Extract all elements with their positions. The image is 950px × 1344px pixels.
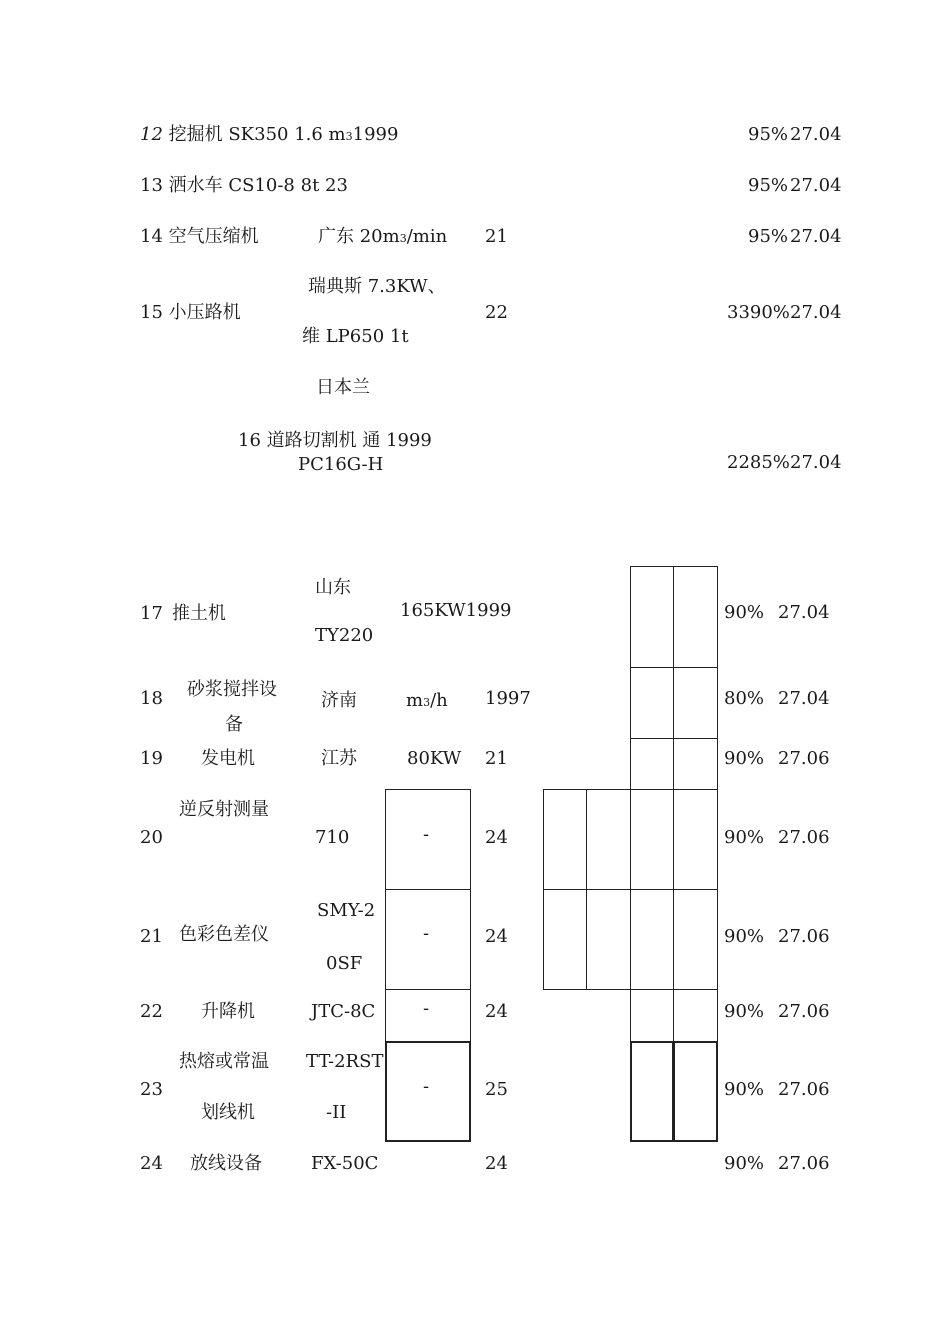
row-19-number: 19 xyxy=(140,748,163,769)
row-22-year: 24 xyxy=(485,1001,508,1022)
row-13-value: 27.04 xyxy=(790,175,842,196)
row-22-value: 27.06 xyxy=(778,1001,830,1022)
row-22-number: 22 xyxy=(140,1001,163,1022)
row-20-year: 24 xyxy=(485,827,508,848)
row-16-percent: 2285% xyxy=(727,452,790,473)
grid-cell xyxy=(630,989,674,1042)
row-23-model-line1: TT-2RST xyxy=(306,1051,384,1072)
row-16-value: 27.04 xyxy=(790,452,842,473)
row-13-desc: 13 洒水车 CS10-8 8t 23 xyxy=(140,175,348,196)
row-15-value: 27.04 xyxy=(790,302,842,323)
row-19-maker: 江苏 xyxy=(321,748,357,769)
row-23-number: 23 xyxy=(140,1079,163,1100)
row-15-spec-line2: 维 LP650 1t xyxy=(302,326,409,347)
row-14-value: 27.04 xyxy=(790,226,842,247)
row-16-line1: 16 道路切割机 通 1999 xyxy=(238,430,432,451)
row-22-percent: 90% xyxy=(724,1001,765,1022)
row-19-name: 发电机 xyxy=(201,748,255,769)
grid-cell xyxy=(673,1041,718,1142)
row-19-percent: 90% xyxy=(724,748,765,769)
row-21-spec: - xyxy=(423,923,430,944)
row-20-name: 逆反射测量 xyxy=(179,799,269,820)
row-17-maker-line1: 山东 xyxy=(315,577,351,598)
grid-cell xyxy=(673,789,718,890)
row-20-percent: 90% xyxy=(724,827,765,848)
row-18-maker: 济南 xyxy=(321,690,357,711)
row-13-percent: 95% xyxy=(748,175,789,196)
row-18-number: 18 xyxy=(140,688,163,709)
row-12-percent: 95% xyxy=(748,124,789,145)
row-18-name-line1: 砂浆搅拌设 xyxy=(187,679,277,700)
row-18-year: 1997 xyxy=(485,688,531,709)
grid-cell xyxy=(673,989,718,1042)
row-22-model: JTC-8C xyxy=(311,1001,376,1022)
row-16-line2: PC16G-H xyxy=(298,454,384,475)
row-15-percent: 3390% xyxy=(727,302,790,323)
row-21-year: 24 xyxy=(485,926,508,947)
row-16-maker-prefix: 日本兰 xyxy=(316,377,370,398)
row-24-percent: 90% xyxy=(724,1153,765,1174)
row-19-spec: 80KW xyxy=(407,748,462,769)
row-17-maker-line2: TY220 xyxy=(315,625,374,646)
row-17-value: 27.04 xyxy=(778,602,830,623)
row-20-spec: - xyxy=(423,824,430,845)
grid-cell xyxy=(586,789,631,890)
row-14-spec: 广东 20m3/min xyxy=(318,226,448,247)
row-23-name-line2: 划线机 xyxy=(201,1102,255,1123)
row-23-spec: - xyxy=(423,1076,430,1097)
row-20-value: 27.06 xyxy=(778,827,830,848)
row-21-model-line2: 0SF xyxy=(326,953,363,974)
grid-cell xyxy=(543,889,587,990)
row-14-percent: 95% xyxy=(748,226,789,247)
row-21-number: 21 xyxy=(140,926,163,947)
row-21-model-line1: SMY-2 xyxy=(317,900,376,921)
grid-cell xyxy=(630,889,674,990)
grid-cell xyxy=(673,566,718,668)
row-21-percent: 90% xyxy=(724,926,765,947)
row-18-value: 27.04 xyxy=(778,688,830,709)
grid-cell xyxy=(586,889,631,990)
row-24-name: 放线设备 xyxy=(190,1153,262,1174)
row-24-year: 24 xyxy=(485,1153,508,1174)
row-22-spec: - xyxy=(423,998,430,1019)
row-12-value: 27.04 xyxy=(790,124,842,145)
row-23-name-line1: 热熔或常温 xyxy=(179,1051,269,1072)
row-19-value: 27.06 xyxy=(778,748,830,769)
row-18-spec: m3/h xyxy=(406,690,448,711)
grid-cell xyxy=(630,566,674,668)
row-14-year: 21 xyxy=(485,226,508,247)
row-18-name-line2: 备 xyxy=(225,714,243,735)
row-15-spec-line1: 瑞典斯 7.3KW、 xyxy=(308,276,446,297)
grid-cell xyxy=(630,1041,674,1142)
grid-cell xyxy=(543,789,587,890)
row-19-year: 21 xyxy=(485,748,508,769)
row-21-value: 27.06 xyxy=(778,926,830,947)
row-23-percent: 90% xyxy=(724,1079,765,1100)
row-17-percent: 90% xyxy=(724,602,765,623)
grid-cell xyxy=(673,889,718,990)
row-24-model: FX-50C xyxy=(311,1153,379,1174)
row-20-model: 710 xyxy=(315,827,350,848)
row-23-value: 27.06 xyxy=(778,1079,830,1100)
row-24-value: 27.06 xyxy=(778,1153,830,1174)
row-17-number: 17 xyxy=(140,603,163,624)
row-12-number: 12 xyxy=(140,124,163,145)
row-24-number: 24 xyxy=(140,1153,163,1174)
row-18-percent: 80% xyxy=(724,688,765,709)
grid-cell xyxy=(673,667,718,739)
grid-cell xyxy=(630,789,674,890)
row-15-name: 15 小压路机 xyxy=(140,302,241,323)
row-14-name: 14 空气压缩机 xyxy=(140,226,259,247)
row-12-desc: 12 挖掘机 SK350 1.6 m31999 xyxy=(140,124,399,145)
row-17-spec: 165KW1999 xyxy=(400,600,512,621)
row-20-number: 20 xyxy=(140,827,163,848)
row-22-name: 升降机 xyxy=(201,1001,255,1022)
grid-cell xyxy=(630,667,674,739)
row-17-name: 推土机 xyxy=(172,603,226,624)
row-21-name: 色彩色差仪 xyxy=(179,924,269,945)
row-23-year: 25 xyxy=(485,1079,508,1100)
row-15-year: 22 xyxy=(485,302,508,323)
grid-cell xyxy=(630,738,674,790)
grid-cell xyxy=(673,738,718,790)
row-23-model-line2: -II xyxy=(326,1102,347,1123)
